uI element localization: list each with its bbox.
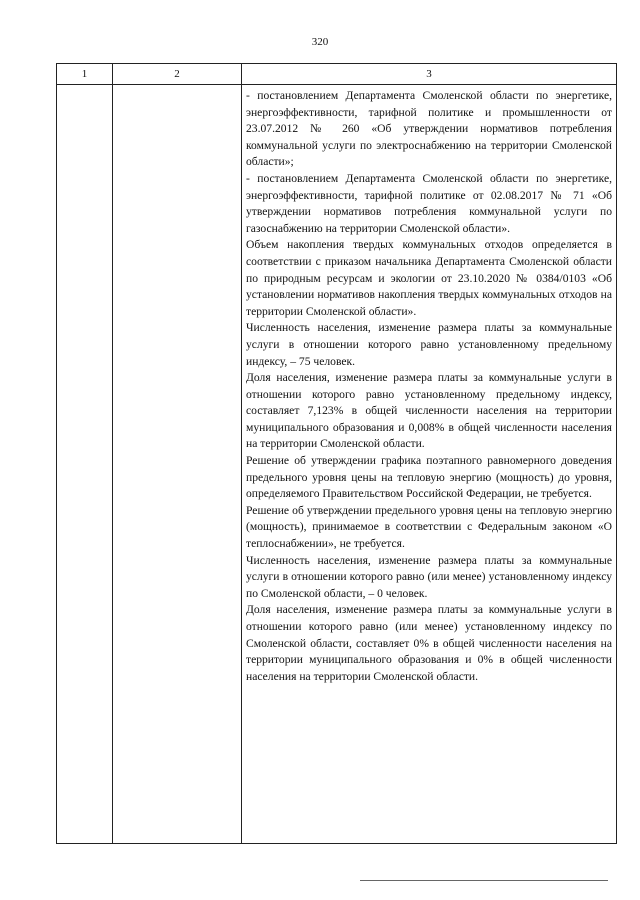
paragraph-population-share-limit: Доля населения, изменение размера платы за коммунальные услуги в отношении которого равно установленному предельному индексу, составляет 7,123% в общей численности населения на территории муниципального образования и 0,008% в общей численности населения на территории Смоленской области. [246,371,612,451]
column-header-2: 2 [113,64,242,85]
column-header-1: 1 [57,64,113,85]
table-header-row [57,64,617,85]
column-1-cell [57,85,113,844]
table-row [57,85,617,844]
paragraph-gas-resolution: - постановлением Департамента Смоленской области по энергетике, энергоэффективности, тарифной политике от 02.08.2017 № 71 «Об утверждении нормативов потребления коммунальной услуги по газоснабжению на территории Смоленской области». [246,171,612,235]
paragraph-heat-price-limit: Решение об утверждении предельного уровня цены на тепловую энергию (мощность), принимаемое в соответствии с Федеральным законом «О теплоснабжении», не требуется. [246,503,612,551]
paragraph-electricity-resolution: - постановлением Департамента Смоленской области по энергетике, энергоэффективности, тарифной политике и промышленности от 23.07.2012 № 260 «Об утверждении нормативов потребления коммунальной услуги по электроснабжению на территории Смоленской области»; [246,89,612,169]
paragraph-heat-price-schedule: Решение об утверждении графика поэтапного равномерного доведения предельного уровня цены на тепловую энергию (мощность) до уровня, определяемого Правительством Российской Федерации, не требуется. [246,454,612,501]
page-number: 320 [311,36,329,48]
footer-rule [360,880,608,881]
paragraph-population-count-regional: Численность населения, изменение размера платы за коммунальные услуги в отношении которого равно (или менее) установленному индексу по Смоленской области, – 0 человек. [246,553,612,600]
column-header-3: 3 [242,64,617,85]
paragraph-waste-volume: Объем накопления твердых коммунальных отходов определяется в соответствии с приказом начальника Департамента Смоленской области по природным ресурсам и экологии от 23.10.2020 № 0384/0103 «Об установлении нормативов накопления твердых коммунальных отходов на территории Смоленской области». [246,238,612,318]
column-2-cell [113,85,242,844]
paragraph-population-share-regional: Доля населения, изменение размера платы за коммунальные услуги в отношении которого равно (или менее) установленному индексу по Смоленской области, составляет 0% в общей численности населения на территории муниципального образования и 0% в общей численности населения на территории Смоленской области. [246,603,612,683]
column-3-cell [242,85,617,844]
document-table [56,63,617,844]
paragraph-population-count-limit: Численность населения, изменение размера платы за коммунальные услуги в отношении которого равно установленному предельному индексу, – 75 человек. [246,321,612,368]
